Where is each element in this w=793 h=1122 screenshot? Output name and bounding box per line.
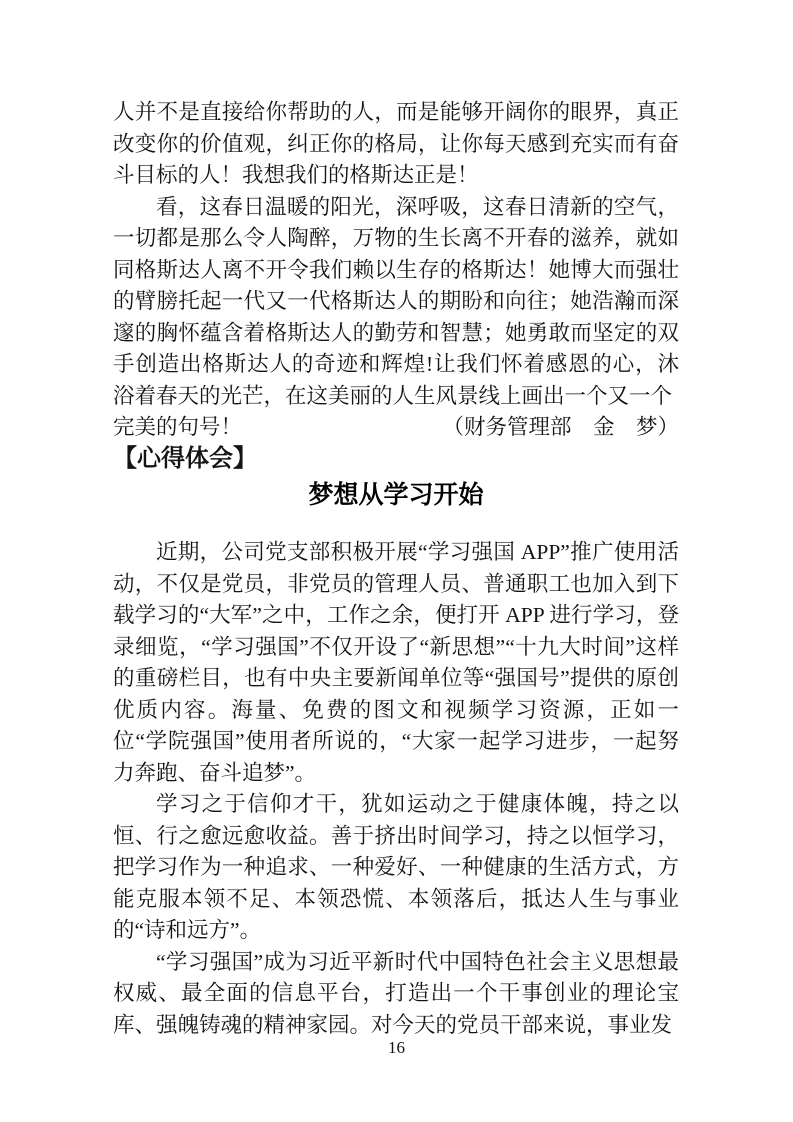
closing-sentence: 完美的句号！ [113, 415, 243, 439]
article-paragraph-2: 学习之于信仰才干，犹如运动之于健康体魄，持之以恒、行之愈远愈收益。善于挤出时间学习，持之以恒学习，把学习作为一种追求、一种爱好、一种健康的生活方式，方能克服本领不足、本领恐慌、本领落后，抵达人生与事业的“诗和远方”。 [113, 792, 679, 942]
article-title: 梦想从学习开始 [308, 481, 484, 509]
article-paragraph-3: “学习强国”成为习近平新时代中国特色社会主义思想最权威、最全面的信息平台，打造出一个干事创业的理论宝库、强魄铸魂的精神家园。对今天的党员干部来说，事业发 [113, 949, 679, 1037]
author-attribution: （财务管理部 金 梦） [442, 415, 679, 439]
continuation-paragraph: 人并不是直接给你帮助的人，而是能够开阔你的眼界，真正改变你的价值观，纠正你的格局，让你每天感到充实而有奋斗目标的人！我想我们的格斯达正是！ [113, 100, 679, 187]
page-content-area [113, 97, 679, 1041]
spring-paragraph: 看，这春日温暖的阳光，深呼吸，这春日清新的空气，一切都是那么令人陶醉，万物的生长离不开春的滋养，就如同格斯达人离不开令我们赖以生存的格斯达！她博大而强壮的臂膀托起一代又一代格斯达人的期盼和向往；她浩瀚而深邃的胸怀蕴含着格斯达人的勤劳和智慧；她勇敢而坚定的双手创造出格斯达人的奇迹和辉煌!让我们怀着感恩的心，沐浴着春天的光芒，在这美丽的人生风景线上画出一个又一个 [113, 194, 679, 408]
article-closing-line [113, 412, 679, 444]
article-paragraph-1: 近期，公司党支部积极开展“学习强国 APP”推广使用活动，不仅是党员，非党员的管理人员、普通职工也加入到下载学习的“大军”之中，工作之余，便打开 APP 进行学习，登录细览，“学习强国”不仅开设了“新思想”“十九大时间”这样的重磅栏目，也有中央主要新闻单位等“强国号”提供的原创优质内容。海量、免费的图文和视频学习资源，正如一位“学院强国”使用者所说的，“大家一起学习进步，一起努力奔跑、奋斗追梦”。 [113, 540, 679, 785]
section-header: 【心得体会】 [113, 445, 257, 472]
page-number: 16 [388, 1038, 405, 1057]
